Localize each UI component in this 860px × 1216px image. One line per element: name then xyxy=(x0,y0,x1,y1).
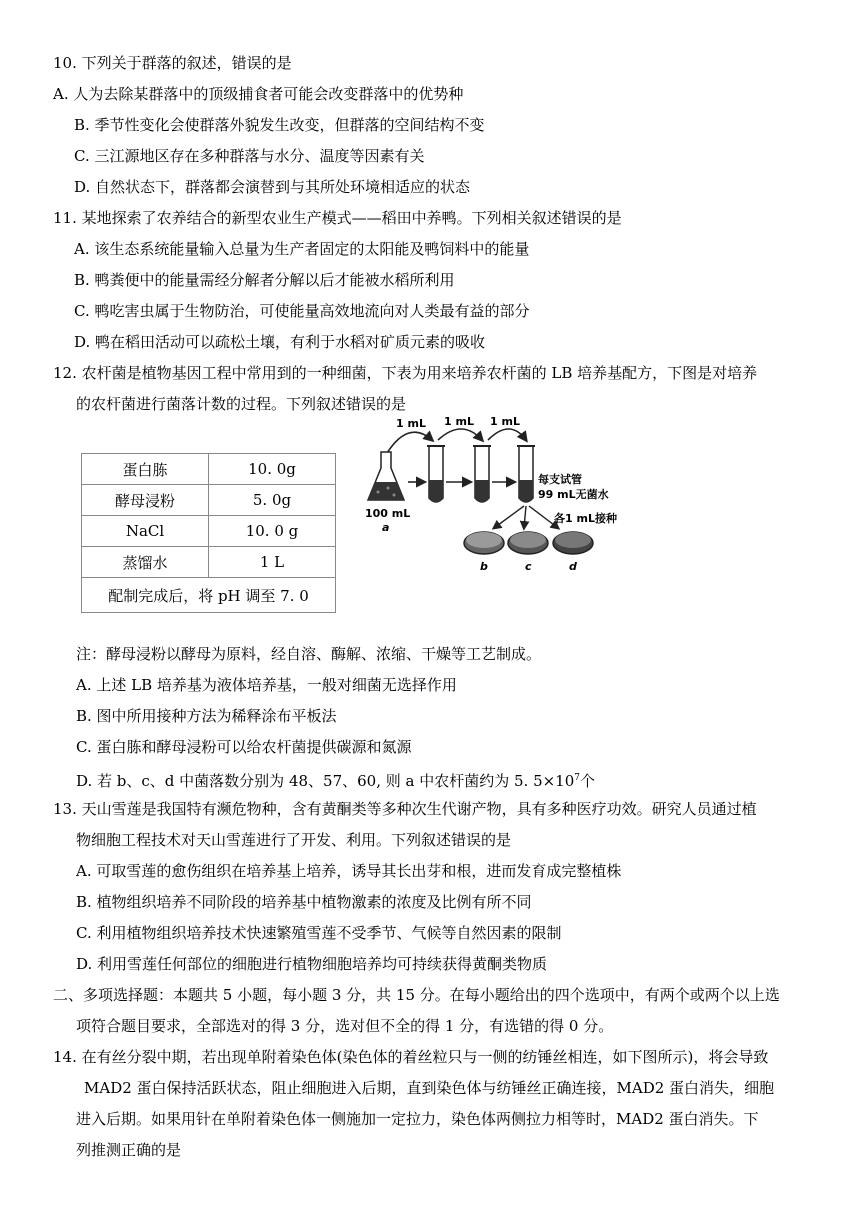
transfer-label: 1 mL xyxy=(396,417,426,430)
recipe-note-row xyxy=(82,578,336,613)
test-tube xyxy=(517,446,535,502)
q11-stem: 11. 某地探索了农养结合的新型农业生产模式——稻田中养鸭。下列相关叙述错误的是 xyxy=(53,209,622,227)
q11-option-c: C. 鸭吃害虫属于生物防治，可使能量高效地流向对人类最有益的部分 xyxy=(74,302,530,320)
culture-flask xyxy=(368,452,404,500)
q12-option-d-text: D. 若 b、c、d 中菌落数分别为 48、57、60, 则 a 中农杆菌约为 5. 5×10 xyxy=(76,772,575,790)
petri-dish xyxy=(508,532,548,554)
q12-option-d-unit: 个 xyxy=(580,772,596,790)
dish-label: c xyxy=(525,560,532,573)
tube-note: 每支试管 xyxy=(538,473,582,486)
q12-stem-line2: 的农杆菌进行菌落计数的过程。下列叙述错误的是 xyxy=(76,395,407,413)
q12-stem-line1: 12. 农杆菌是植物基因工程中常用到的一种细菌，下表为用来培养农杆菌的 LB 培养基配方，下图是对培养 xyxy=(53,364,758,382)
test-tube xyxy=(427,446,445,502)
transfer-arrow xyxy=(488,429,526,440)
q14-stem-line2: MAD2 蛋白保持活跃状态，阻止细胞进入后期，直到染色体与纺锤丝正确连接，MAD2 蛋白消失，细胞 xyxy=(84,1079,775,1097)
q10-option-c: C. 三江源地区存在多种群落与水分、温度等因素有关 xyxy=(74,147,425,165)
transfer-arrow xyxy=(438,429,482,440)
recipe-row xyxy=(82,454,336,485)
q10-option-b: B. 季节性变化会使群落外貌发生改变，但群落的空间结构不变 xyxy=(74,116,485,134)
recipe-note: 配制完成后，将 pH 调至 7. 0 xyxy=(82,578,336,613)
recipe-row xyxy=(82,516,336,547)
petri-dish xyxy=(553,532,593,554)
flask-label: a xyxy=(382,521,390,534)
plating-arrow xyxy=(524,506,526,528)
q12-option-b: B. 图中所用接种方法为稀释涂布平板法 xyxy=(76,707,337,725)
q14-stem-line4: 列推测正确的是 xyxy=(76,1141,182,1159)
inoculate-note: 各1 mL接种 xyxy=(554,512,617,525)
q11-option-a: A. 该生态系统能量输入总量为生产者固定的太阳能及鸭饲料中的能量 xyxy=(74,240,530,258)
dish-label: b xyxy=(480,560,488,573)
q10-stem: 10. 下列关于群落的叙述，错误的是 xyxy=(53,54,292,72)
transfer-label: 1 mL xyxy=(490,415,520,428)
q13-option-b: B. 植物组织培养不同阶段的培养基中植物激素的浓度及比例有所不同 xyxy=(76,893,532,911)
petri-dish xyxy=(464,532,504,554)
dish-label: d xyxy=(569,560,577,573)
tube-note: 99 mL无菌水 xyxy=(538,488,609,501)
recipe-ingredient: 蒸馏水 xyxy=(82,547,209,578)
q14-stem-line1: 14. 在有丝分裂中期，若出现单附着染色体(染色体的着丝粒只与一侧的纺锤丝相连，如下图所示)，将会导致 xyxy=(53,1048,769,1066)
recipe-row xyxy=(82,485,336,516)
section2-heading-line1: 二、多项选择题：本题共 5 小题，每小题 3 分，共 15 分。在每小题给出的四个选项中，有两个或两个以上选 xyxy=(53,986,780,1004)
q13-option-c: C. 利用植物组织培养技术快速繁殖雪莲不受季节、气候等自然因素的限制 xyxy=(76,924,562,942)
recipe-ingredient: NaCl xyxy=(82,516,209,547)
recipe-ingredient: 酵母浸粉 xyxy=(82,485,209,516)
lb-recipe-table xyxy=(81,453,336,613)
recipe-amount: 10. 0 g xyxy=(209,516,336,547)
plating-arrow xyxy=(494,506,524,528)
q12-option-c: C. 蛋白胨和酵母浸粉可以给农杆菌提供碳源和氮源 xyxy=(76,738,412,756)
q14-stem-line3: 进入后期。如果用针在单附着染色体一侧施加一定拉力，染色体两侧拉力相等时，MAD2 蛋白消失。下 xyxy=(76,1110,759,1128)
recipe-amount: 1 L xyxy=(209,547,336,578)
recipe-row xyxy=(82,547,336,578)
q11-option-b: B. 鸭粪便中的能量需经分解者分解以后才能被水稻所利用 xyxy=(74,271,455,289)
q12-option-a: A. 上述 LB 培养基为液体培养基，一般对细菌无选择作用 xyxy=(76,676,457,694)
q10-option-d: D. 自然状态下，群落都会演替到与其所处环境相适应的状态 xyxy=(74,178,471,196)
q13-stem-line1: 13. 天山雪莲是我国特有濒危物种，含有黄酮类等多种次生代谢产物，具有多种医疗功效。研究人员通过植 xyxy=(53,800,757,818)
q10-option-a: A. 人为去除某群落中的顶级捕食者可能会改变群落中的优势种 xyxy=(53,85,464,103)
flask-volume: 100 mL xyxy=(365,507,411,520)
recipe-footnote: 注：酵母浸粉以酵母为原料，经自溶、酶解、浓缩、干燥等工艺制成。 xyxy=(76,645,542,663)
q12-option-d-exponent: 7 xyxy=(574,773,580,783)
q13-option-d: D. 利用雪莲任何部位的细胞进行植物细胞培养均可持续获得黄酮类物质 xyxy=(76,955,548,973)
recipe-ingredient: 蛋白胨 xyxy=(82,454,209,485)
q11-option-d: D. 鸭在稻田活动可以疏松土壤，有利于水稻对矿质元素的吸收 xyxy=(74,333,486,351)
q13-stem-line2: 物细胞工程技术对天山雪莲进行了开发、利用。下列叙述错误的是 xyxy=(76,831,512,849)
q13-option-a: A. 可取雪莲的愈伤组织在培养基上培养，诱导其长出芽和根，进而发育成完整植株 xyxy=(76,862,622,880)
recipe-amount: 10. 0g xyxy=(209,454,336,485)
serial-dilution-figure xyxy=(362,410,632,580)
section2-heading-line2: 项符合题目要求，全部选对的得 3 分，选对但不全的得 1 分，有选错的得 0 分。 xyxy=(76,1017,614,1035)
transfer-label: 1 mL xyxy=(444,415,474,428)
recipe-amount: 5. 0g xyxy=(209,485,336,516)
q12-option-d xyxy=(76,768,595,791)
test-tube xyxy=(473,446,491,502)
